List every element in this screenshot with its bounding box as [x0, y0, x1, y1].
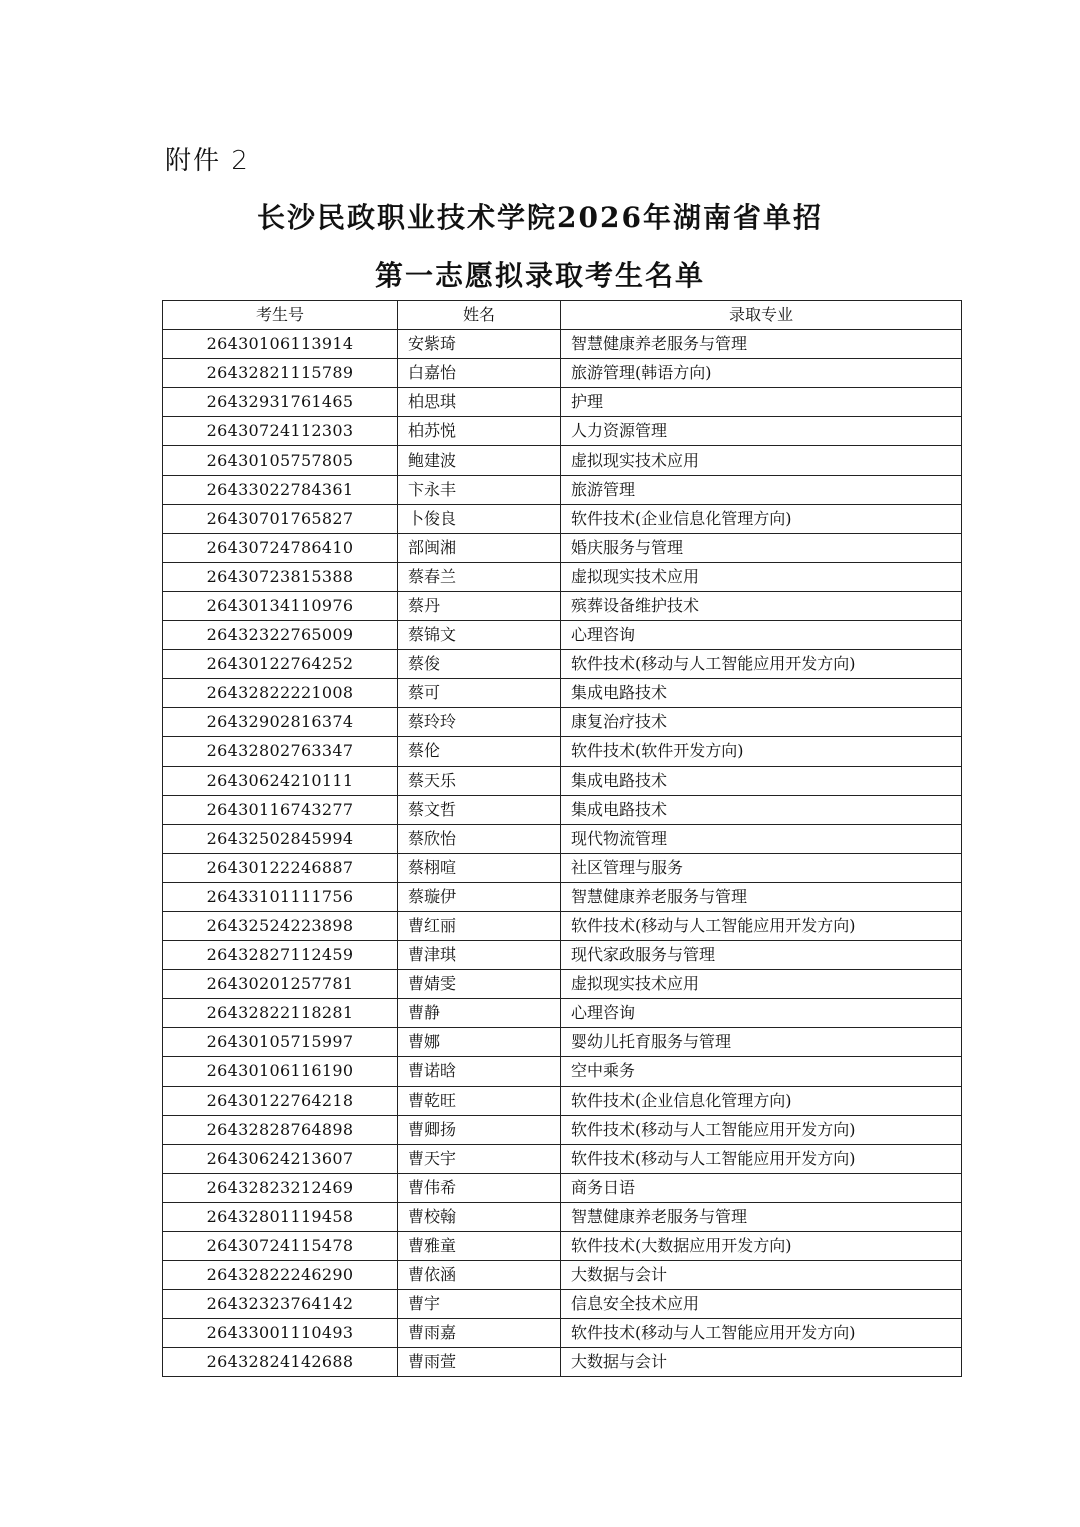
- table-row: [163, 330, 962, 359]
- table-row: [163, 853, 962, 882]
- major-cell: 护理: [561, 388, 962, 417]
- candidate-id-cell: 26432802763347: [163, 737, 398, 766]
- major-cell: 软件技术(移动与人工智能应用开发方向): [561, 1115, 962, 1144]
- student-name-cell: 曹宇: [398, 1290, 561, 1319]
- major-cell: 软件技术(软件开发方向): [561, 737, 962, 766]
- table-row: [163, 1348, 962, 1377]
- major-cell: 软件技术(移动与人工智能应用开发方向): [561, 911, 962, 940]
- student-name-cell: 柏苏悦: [398, 417, 561, 446]
- candidate-id-cell: 26432828764898: [163, 1115, 398, 1144]
- table-row: [163, 824, 962, 853]
- major-cell: 空中乘务: [561, 1057, 962, 1086]
- attachment-label: 附件 2: [165, 146, 250, 176]
- candidate-id-cell: 26430624213607: [163, 1144, 398, 1173]
- candidate-id-cell: 26432822221008: [163, 679, 398, 708]
- major-cell: 智慧健康养老服务与管理: [561, 1202, 962, 1231]
- major-cell: 大数据与会计: [561, 1261, 962, 1290]
- major-cell: 婴幼儿托育服务与管理: [561, 1028, 962, 1057]
- table-row: [163, 1202, 962, 1231]
- student-name-cell: 曹乾旺: [398, 1086, 561, 1115]
- major-cell: 软件技术(企业信息化管理方向): [561, 504, 962, 533]
- major-cell: 康复治疗技术: [561, 708, 962, 737]
- candidate-id-cell: 26432823212469: [163, 1173, 398, 1202]
- table-row: [163, 1028, 962, 1057]
- student-name-cell: 曹雨嘉: [398, 1319, 561, 1348]
- candidate-id-cell: 26430122764252: [163, 650, 398, 679]
- candidate-id-cell: 26432822246290: [163, 1261, 398, 1290]
- student-name-cell: 曹校翰: [398, 1202, 561, 1231]
- major-cell: 人力资源管理: [561, 417, 962, 446]
- student-name-cell: 蔡俊: [398, 650, 561, 679]
- major-cell: 大数据与会计: [561, 1348, 962, 1377]
- major-cell: 商务日语: [561, 1173, 962, 1202]
- table-header-row: [163, 301, 962, 330]
- candidate-id-cell: 26430106116190: [163, 1057, 398, 1086]
- major-cell: 旅游管理(韩语方向): [561, 359, 962, 388]
- table-row: [163, 766, 962, 795]
- candidate-id-cell: 26432502845994: [163, 824, 398, 853]
- table-row: [163, 1115, 962, 1144]
- table-row: [163, 417, 962, 446]
- table-row: [163, 1173, 962, 1202]
- major-cell: 集成电路技术: [561, 679, 962, 708]
- major-cell: 智慧健康养老服务与管理: [561, 330, 962, 359]
- candidate-id-cell: 26432323764142: [163, 1290, 398, 1319]
- major-cell: 虚拟现实技术应用: [561, 970, 962, 999]
- candidate-id-cell: 26432801119458: [163, 1202, 398, 1231]
- student-name-cell: 卞永丰: [398, 475, 561, 504]
- candidate-id-cell: 26432827112459: [163, 941, 398, 970]
- candidate-id-cell: 26432902816374: [163, 708, 398, 737]
- candidate-id-cell: 26432824142688: [163, 1348, 398, 1377]
- student-name-cell: 蔡天乐: [398, 766, 561, 795]
- major-cell: 殡葬设备维护技术: [561, 591, 962, 620]
- candidate-id-cell: 26430106113914: [163, 330, 398, 359]
- table-row: [163, 737, 962, 766]
- candidate-id-cell: 26430724112303: [163, 417, 398, 446]
- student-name-cell: 柏思琪: [398, 388, 561, 417]
- major-cell: 智慧健康养老服务与管理: [561, 882, 962, 911]
- student-name-cell: 蔡丹: [398, 591, 561, 620]
- candidate-id-cell: 26430701765827: [163, 504, 398, 533]
- candidate-id-cell: 26430724115478: [163, 1232, 398, 1261]
- candidate-id-cell: 26432931761465: [163, 388, 398, 417]
- student-name-cell: 白嘉怡: [398, 359, 561, 388]
- table-row: [163, 621, 962, 650]
- student-name-cell: 蔡璇伊: [398, 882, 561, 911]
- major-cell: 软件技术(大数据应用开发方向): [561, 1232, 962, 1261]
- table-row: [163, 359, 962, 388]
- table-row: [163, 1261, 962, 1290]
- major-cell: 集成电路技术: [561, 795, 962, 824]
- candidate-id-cell: 26430134110976: [163, 591, 398, 620]
- candidate-id-cell: 26430723815388: [163, 562, 398, 591]
- major-cell: 心理咨询: [561, 999, 962, 1028]
- table-row: [163, 533, 962, 562]
- student-name-cell: 曹卿扬: [398, 1115, 561, 1144]
- header-candidate-id: 考生号: [163, 301, 398, 330]
- candidate-id-cell: 26430122246887: [163, 853, 398, 882]
- candidate-id-cell: 26433022784361: [163, 475, 398, 504]
- student-name-cell: 曹诺晗: [398, 1057, 561, 1086]
- major-cell: 婚庆服务与管理: [561, 533, 962, 562]
- student-name-cell: 部闽湘: [398, 533, 561, 562]
- major-cell: 软件技术(移动与人工智能应用开发方向): [561, 650, 962, 679]
- major-cell: 现代家政服务与管理: [561, 941, 962, 970]
- student-name-cell: 曹静: [398, 999, 561, 1028]
- student-name-cell: 蔡文哲: [398, 795, 561, 824]
- table-row: [163, 1057, 962, 1086]
- table-row: [163, 562, 962, 591]
- student-name-cell: 蔡锦文: [398, 621, 561, 650]
- student-name-cell: 曹红丽: [398, 911, 561, 940]
- table-row: [163, 795, 962, 824]
- student-name-cell: 蔡欣怡: [398, 824, 561, 853]
- major-cell: 旅游管理: [561, 475, 962, 504]
- student-name-cell: 曹津琪: [398, 941, 561, 970]
- table-row: [163, 708, 962, 737]
- candidate-id-cell: 26432822118281: [163, 999, 398, 1028]
- major-cell: 社区管理与服务: [561, 853, 962, 882]
- student-name-cell: 蔡可: [398, 679, 561, 708]
- student-name-cell: 卜俊良: [398, 504, 561, 533]
- candidate-id-cell: 26430201257781: [163, 970, 398, 999]
- candidate-id-cell: 26433001110493: [163, 1319, 398, 1348]
- table-row: [163, 475, 962, 504]
- student-name-cell: 蔡玲玲: [398, 708, 561, 737]
- major-cell: 现代物流管理: [561, 824, 962, 853]
- student-name-cell: 曹娜: [398, 1028, 561, 1057]
- document-title: 长沙民政职业技术学院2026年湖南省单招: [257, 201, 823, 234]
- student-name-cell: 曹依涵: [398, 1261, 561, 1290]
- student-name-cell: 曹婧雯: [398, 970, 561, 999]
- table-row: [163, 1319, 962, 1348]
- table-row: [163, 1290, 962, 1319]
- student-name-cell: 安紫琦: [398, 330, 561, 359]
- candidate-id-cell: 26433101111756: [163, 882, 398, 911]
- candidate-id-cell: 26432821115789: [163, 359, 398, 388]
- header-name: 姓名: [398, 301, 561, 330]
- student-name-cell: 曹雨萱: [398, 1348, 561, 1377]
- table-row: [163, 650, 962, 679]
- student-name-cell: 蔡栩喧: [398, 853, 561, 882]
- student-name-cell: 曹伟希: [398, 1173, 561, 1202]
- table-row: [163, 999, 962, 1028]
- candidate-id-cell: 26432524223898: [163, 911, 398, 940]
- table-row: [163, 1144, 962, 1173]
- candidate-id-cell: 26430116743277: [163, 795, 398, 824]
- table-row: [163, 1086, 962, 1115]
- table-row: [163, 911, 962, 940]
- candidate-id-cell: 26430105757805: [163, 446, 398, 475]
- candidate-id-cell: 26430624210111: [163, 766, 398, 795]
- major-cell: 虚拟现实技术应用: [561, 446, 962, 475]
- major-cell: 集成电路技术: [561, 766, 962, 795]
- major-cell: 软件技术(移动与人工智能应用开发方向): [561, 1319, 962, 1348]
- student-name-cell: 鲍建波: [398, 446, 561, 475]
- table-row: [163, 882, 962, 911]
- candidate-id-cell: 26430105715997: [163, 1028, 398, 1057]
- table-row: [163, 1232, 962, 1261]
- candidate-id-cell: 26430122764218: [163, 1086, 398, 1115]
- admission-table: [162, 300, 962, 1377]
- student-name-cell: 蔡伦: [398, 737, 561, 766]
- student-name-cell: 蔡春兰: [398, 562, 561, 591]
- major-cell: 心理咨询: [561, 621, 962, 650]
- table-row: [163, 941, 962, 970]
- table-row: [163, 504, 962, 533]
- document-subtitle: 第一志愿拟录取考生名单: [374, 259, 705, 292]
- major-cell: 软件技术(移动与人工智能应用开发方向): [561, 1144, 962, 1173]
- candidate-id-cell: 26430724786410: [163, 533, 398, 562]
- table-row: [163, 388, 962, 417]
- table-row: [163, 591, 962, 620]
- major-cell: 软件技术(企业信息化管理方向): [561, 1086, 962, 1115]
- student-name-cell: 曹雅童: [398, 1232, 561, 1261]
- student-name-cell: 曹天宇: [398, 1144, 561, 1173]
- header-major: 录取专业: [561, 301, 962, 330]
- table-row: [163, 446, 962, 475]
- table-row: [163, 970, 962, 999]
- table-row: [163, 679, 962, 708]
- major-cell: 信息安全技术应用: [561, 1290, 962, 1319]
- table-body: [163, 330, 962, 1377]
- major-cell: 虚拟现实技术应用: [561, 562, 962, 591]
- candidate-id-cell: 26432322765009: [163, 621, 398, 650]
